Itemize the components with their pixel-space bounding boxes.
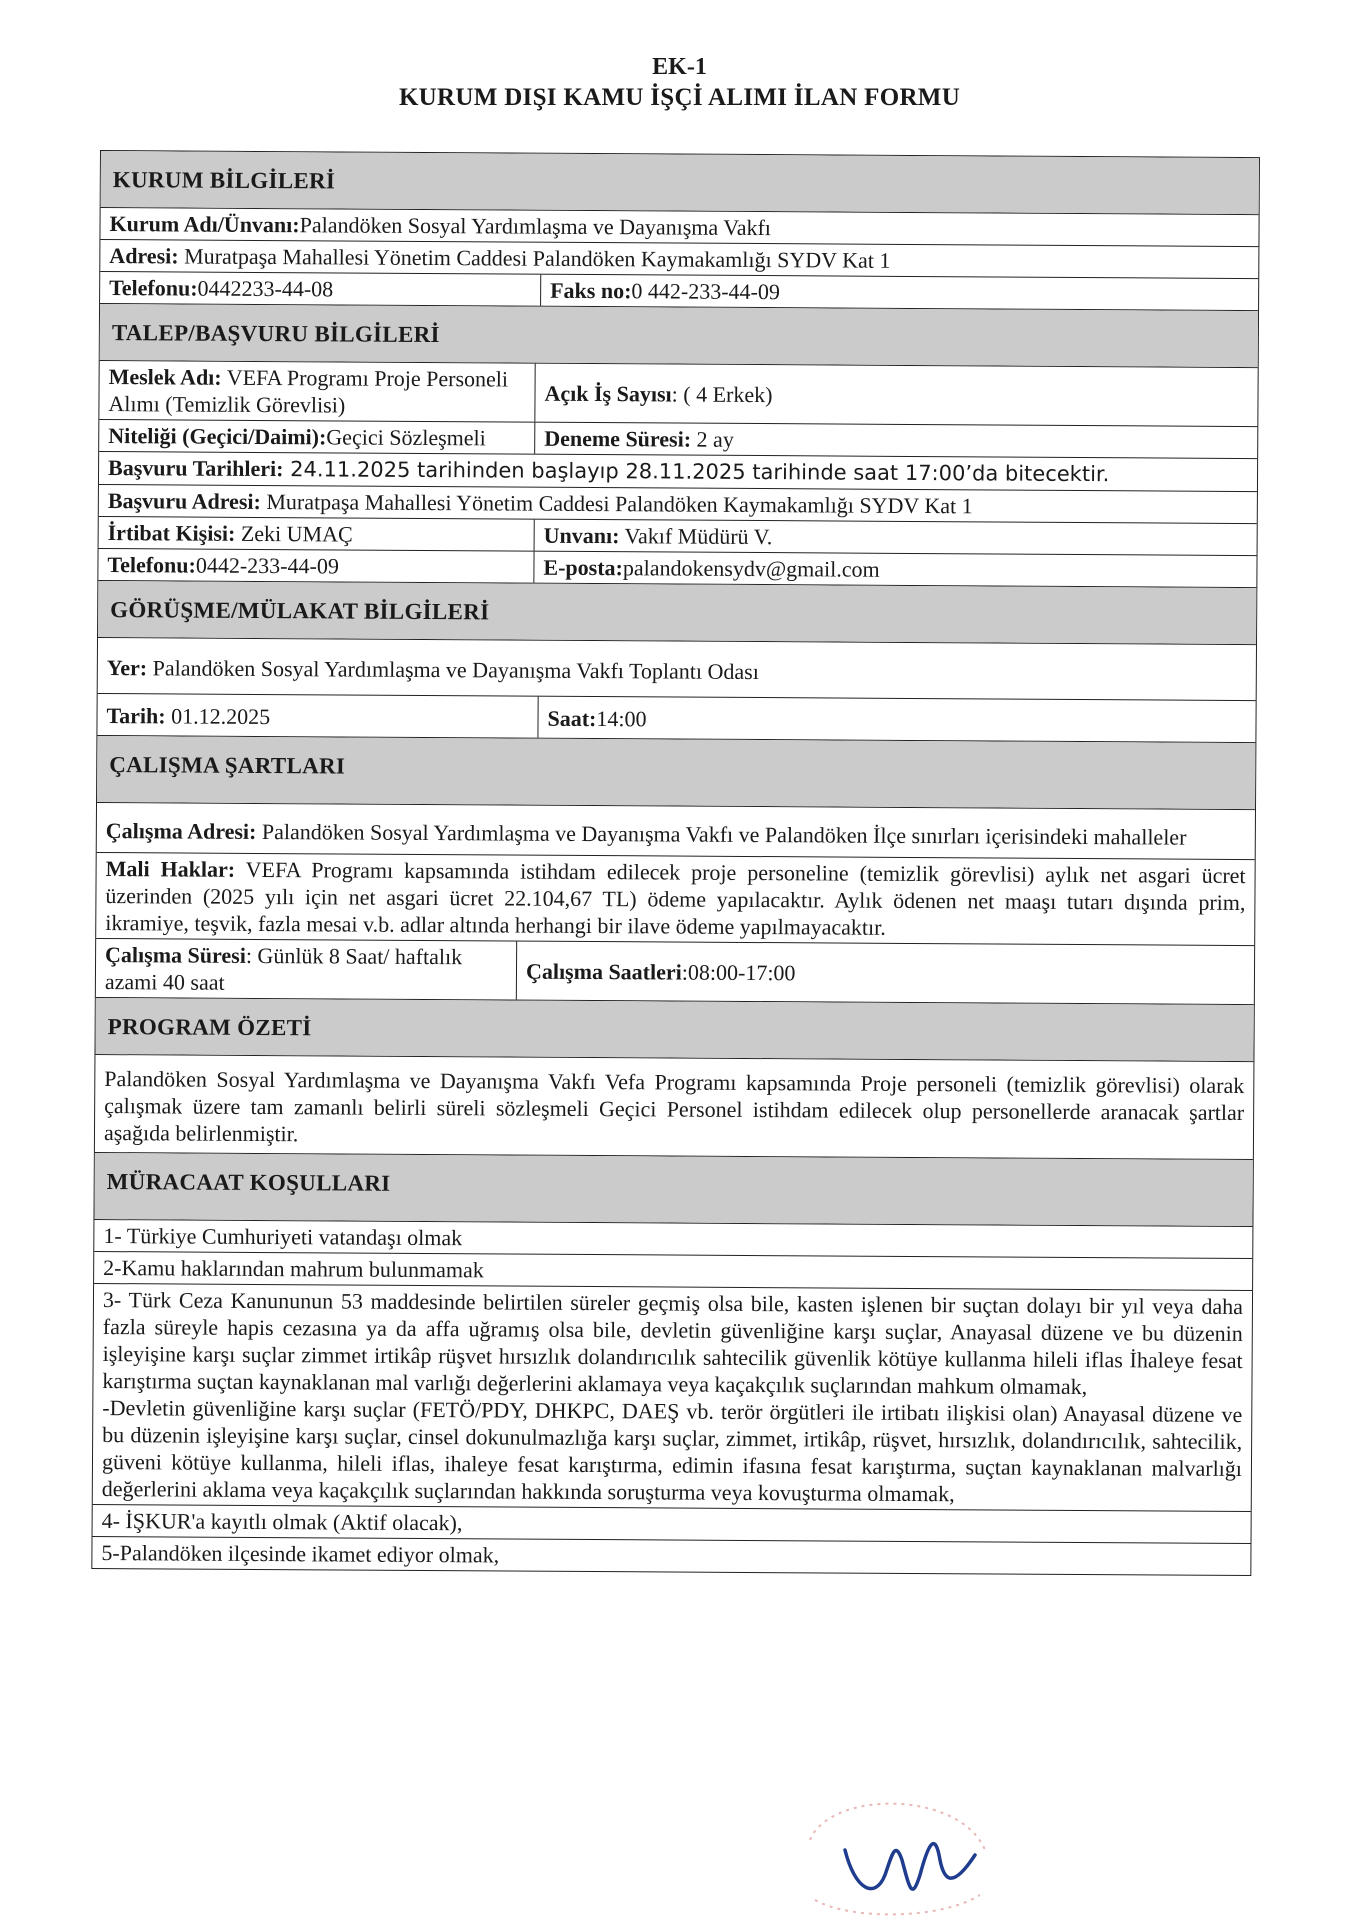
field-label: Faks no: — [550, 277, 632, 304]
interview-time-row — [97, 693, 1255, 742]
field-label: Saat: — [547, 705, 597, 732]
section-title: GÖRÜŞME/MÜLAKAT BİLGİLERİ — [98, 581, 1256, 644]
pay-row — [96, 852, 1255, 945]
field-label: Yer: — [106, 655, 148, 681]
field-label: Adresi: — [109, 243, 179, 269]
duration-row — [96, 938, 1254, 1004]
section-ozet — [95, 997, 1253, 1061]
application-dates: 24.11.2025 tarihinden başlayıp 28.11.2025 tarihinde saat 17:00’da bitecektir. — [283, 457, 1110, 487]
field-label: Tarih: — [106, 703, 166, 729]
condition-item — [93, 1283, 1252, 1511]
program-summary: Palandöken Sosyal Yardımlaşma ve Dayanışma Vakfı Vefa Programı kapsamında Proje personeli (temizlik görevlisi) olarak çalışmak üzere tam zamanlı belirli süreli sözleşmeli Geçici Personel istihdam edilecek olup personellerde aranacak şartlar aşağıda belirlenmiştir. — [103, 1066, 1245, 1147]
condition-item: 2-Kamu haklarından mahrum bulunmamak — [94, 1251, 1252, 1290]
job-name: VEFA Programı Proje Personeli Alımı (Temizlik Görevlisi) — [108, 364, 509, 418]
pay-details: VEFA Programı kapsamında istihdam edilecek proje personeline (temizlik görevlisi) aylık net asgari ücret üzerinden (2025 yılı için net asgari ücret 22.104,67 TL) ödeme yapılacaktır. Aylık ödenen net maaşı tutarı dışında prim, ikramiye, teşvik, fazla mesai v.b. adlar altında herhangi bir ilave ödeme yapılmayacaktır. — [105, 856, 1246, 940]
signature — [840, 1820, 980, 1910]
interview-place-row — [98, 637, 1256, 700]
condition-item: 5-Palandöken ilçesinde ikamet ediyor olmak, — [92, 1536, 1250, 1575]
open-positions: : ( 4 Erkek) — [671, 380, 773, 407]
field-label: Unvanı: — [543, 522, 620, 549]
field-label: Niteliği (Geçici/Daimi): — [108, 423, 327, 450]
job-row — [99, 360, 1257, 426]
annex-label: EK-1 — [652, 54, 707, 80]
summary-row — [95, 1054, 1254, 1159]
interview-place: Palandöken Sosyal Yardımlaşma ve Dayanışma Vakfı Toplantı Odası — [147, 655, 759, 685]
field-label: Çalışma Adresi: — [105, 818, 257, 844]
contact-phone: 0442-233-44-09 — [195, 552, 339, 579]
work-address-row — [97, 802, 1255, 859]
field-label: Telefonu: — [109, 275, 198, 301]
trial-period: 2 ay — [691, 426, 734, 452]
work-address: Palandöken Sosyal Yardımlaşma ve Dayanışma Vakfı ve Palandöken İlçe sınırları içerisindeki mahalleler — [256, 818, 1187, 850]
field-label: Başvuru Tarihleri: — [107, 455, 284, 482]
section-calisma — [97, 735, 1255, 809]
section-gorusme — [98, 580, 1256, 644]
field-label: Kurum Adı/Ünvanı: — [109, 211, 300, 238]
field-label: E-posta: — [543, 554, 623, 581]
kurum-phone: 0442233-44-08 — [197, 275, 334, 302]
field-label: Başvuru Adresi: — [107, 488, 261, 514]
section-title: TALEP/BAŞVURU BİLGİLERİ — [100, 304, 1258, 367]
kurum-address: Muratpaşa Mahallesi Yönetim Caddesi Palandöken Kaymakamlığı SYDV Kat 1 — [178, 243, 891, 273]
field-label: Telefonu: — [107, 552, 196, 578]
condition-3-subtext: -Devletin güvenliğine karşı suçlar (FETÖ/PDY, DHKPC, DAEŞ vb. terör örgütleri ile irtibatı ilişkisi olan) Anayasal düzene ve bu düzenin işleyişine karşı suçlar, cinsel dokunulmazlığa karşı suçlar, zimmet, irtikâp, rüşvet, hırsızlık, dolandırıcılık, sahtecilik, güveni kötüye kullanma, hileli iflas, ihaleye fesat karıştırma, edimin ifasına fesat karıştırma, suçtan kaynaklanan malvarlığı değerlerini aklama veya kaçakçılık suçlarından hakkında soruşturma veya kovuşturma olmamak, — [101, 1395, 1243, 1507]
work-duration: : Günlük 8 Saat/ haftalık azami 40 saat — [104, 942, 463, 995]
form-title: KURUM DIŞI KAMU İŞÇİ ALIMI İLAN FORMU — [398, 84, 961, 111]
interview-time: 14:00 — [596, 706, 647, 732]
announcement-form — [91, 150, 1260, 1576]
section-kurum — [101, 151, 1259, 214]
kurum-fax: 0 442-233-44-09 — [631, 278, 781, 305]
condition-item: 1- Türkiye Cumhuriyeti vatandaşı olmak — [94, 1219, 1252, 1258]
section-title: ÇALIŞMA ŞARTLARI — [97, 736, 1255, 809]
section-title: KURUM BİLGİLERİ — [101, 151, 1259, 214]
field-label: Deneme Süresi: — [544, 425, 692, 452]
contact-title: Vakıf Müdürü V. — [619, 523, 773, 550]
section-title: PROGRAM ÖZETİ — [95, 998, 1253, 1061]
page-header — [0, 52, 1359, 114]
nature-value: Geçici Sözleşmeli — [326, 424, 486, 451]
contact-email: palandokensydv@gmail.com — [622, 555, 880, 582]
section-talep — [100, 303, 1258, 367]
field-label: Çalışma Süresi — [105, 942, 246, 968]
contact-person: Zeki UMAÇ — [235, 520, 353, 547]
section-title: MÜRACAAT KOŞULLARI — [94, 1153, 1252, 1226]
interview-date: 01.12.2025 — [165, 703, 271, 730]
field-label: Çalışma Saatleri — [525, 958, 682, 985]
condition-item: 4- İŞKUR'a kayıtlı olmak (Aktif olacak), — [93, 1504, 1251, 1543]
condition-3-text: 3- Türk Ceza Kanununun 53 maddesinde belirtilen süreler geçmiş olsa bile, kasten işlenen bir suçtan dolayı bir yıl veya daha fazla süreyle hapis cezasına ya da affa uğramış olsa bile, devletin güvenliğine karşı suçlar, Anayasal düzene ve bu düzenin işleyişine karşı suçlar zimmet irtikâp rüşvet hırsızlık dolandırıcılık sahtecilik güvenlik kötüye kullanma hileli iflas İhaleye fesat karıştırma suçtan kaynaklanan mal varlığı değerlerini aklamaya veya kaçakçılık suçlarından mahkum olmamak, — [102, 1287, 1244, 1400]
kurum-name: Palandöken Sosyal Yardımlaşma ve Dayanışma Vakfı — [299, 212, 772, 241]
field-label: İrtibat Kişisi: — [107, 520, 236, 546]
field-label: Açık İş Sayısı — [544, 380, 672, 406]
work-hours: :08:00-17:00 — [681, 959, 796, 985]
application-address: Muratpaşa Mahallesi Yönetim Caddesi Palandöken Kaymakamlığı SYDV Kat 1 — [260, 488, 973, 519]
section-kosullar — [94, 1152, 1252, 1226]
field-label: Meslek Adı: — [108, 364, 222, 390]
field-label: Mali Haklar: — [105, 856, 236, 882]
